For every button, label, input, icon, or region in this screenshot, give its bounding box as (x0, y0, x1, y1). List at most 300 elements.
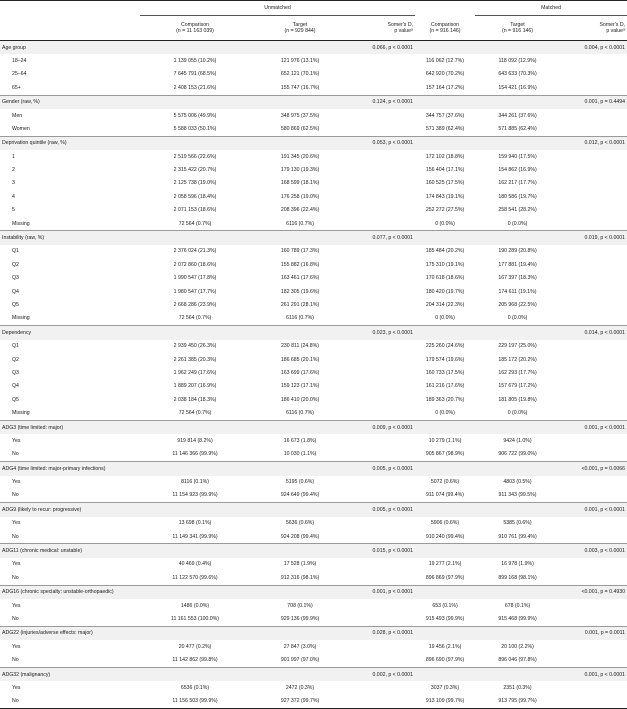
unmatched-comparison-value: 2 071 153 (18.6%) (173, 207, 217, 214)
empty-cell (350, 393, 415, 406)
matched-target-value: 20 100 (2.2%) (501, 643, 534, 650)
level-label: Yes (12, 520, 21, 527)
matched-target-value: 0 (0.0%) (507, 315, 528, 322)
empty-cell (350, 654, 415, 668)
matched-comparison-value: 170 618 (18.6%) (425, 275, 465, 282)
empty-cell (560, 54, 627, 67)
header-comparison-label: Comparison (431, 21, 459, 28)
unmatched-comparison-value: 1 962 249 (17.6%) (173, 369, 217, 376)
empty-cell (560, 204, 627, 217)
header-target-label: Target (510, 21, 525, 28)
empty-cell (350, 150, 415, 163)
matched-somers-d: 0.001, p = 0.0011 (560, 626, 627, 640)
header-matched-comparison (415, 16, 475, 41)
matched-comparison-value: 179 574 (19.6%) (425, 356, 465, 363)
empty-cell (350, 640, 415, 653)
empty-cell (350, 366, 415, 379)
empty-cell (475, 231, 560, 245)
level-label: Missing (12, 315, 30, 322)
empty-cell (560, 109, 627, 122)
table-row (0, 217, 627, 231)
header-unmatched-comparison (140, 16, 250, 41)
table-header (0, 1, 627, 41)
section-row (0, 503, 627, 517)
table-row (0, 476, 627, 489)
empty-cell (140, 326, 250, 340)
empty-cell (350, 285, 415, 298)
empty-cell (415, 326, 475, 340)
level-label: No (12, 657, 19, 664)
table-row (0, 571, 627, 585)
unmatched-target-value: 927 372 (99.7%) (250, 695, 350, 709)
matched-comparison-value: 915 493 (99.9%) (425, 615, 465, 622)
empty-cell (475, 503, 560, 517)
level-label: Q2 (12, 356, 19, 363)
empty-cell (475, 626, 560, 640)
matched-target-value: 177 881 (19.4%) (498, 261, 537, 268)
unmatched-comparison-value: 1 889 207 (16.9%) (173, 383, 217, 390)
unmatched-target-value: 10 030 (1.1%) (283, 451, 317, 458)
unmatched-comparison-value: 11 146 366 (99.9%) (172, 451, 218, 458)
matched-target-value: 258 541 (28.2%) (498, 207, 537, 214)
unmatched-comparison-value: 13 698 (0.1%) (178, 520, 212, 527)
header-somers-label: Somer's D, (387, 21, 414, 28)
table-row (0, 353, 627, 366)
table-row (0, 298, 627, 311)
level-label: Q5 (12, 302, 19, 308)
matched-comparison-value: 910 240 (99.4%) (425, 533, 465, 540)
header-n-label: (n = 929 844) (284, 28, 316, 34)
unmatched-target-value: 6116 (0.7%) (286, 315, 314, 322)
matched-comparison-value: 185 484 (20.2%) (425, 248, 465, 255)
header-group-row (0, 1, 627, 16)
unmatched-target-value: 924 208 (99.4%) (280, 533, 320, 540)
header-label-cell (0, 16, 140, 41)
empty-cell (475, 326, 560, 340)
empty-cell (350, 489, 415, 503)
level-label: Q1 (12, 248, 19, 255)
empty-cell (350, 258, 415, 271)
matched-comparison-value: 0 (0.0%) (435, 315, 455, 322)
section-label: ADG32 (malignancy) (0, 667, 140, 681)
unmatched-target-value: 708 (0.1%) (287, 602, 313, 609)
unmatched-somers-d: 0.053, p < 0.0001 (350, 136, 415, 150)
matched-somers-d: 0.001, p < 0.0001 (560, 420, 627, 434)
header-pvalue-label: p valueᵃ (606, 28, 626, 34)
level-label: Missing (12, 220, 30, 227)
unmatched-somers-d: 0.023, p < 0.0001 (350, 326, 415, 340)
empty-cell (140, 136, 250, 150)
level-label: Q4 (12, 383, 19, 390)
empty-cell (350, 190, 415, 203)
matched-target-value: 185 172 (20.2%) (498, 356, 537, 363)
section-label: ADG3 (time limited: major) (0, 420, 140, 434)
unmatched-target-value: 17 528 (1.9%) (283, 561, 317, 568)
matched-target-value: 9424 (1.0%) (503, 437, 532, 444)
unmatched-comparison-value: 72 564 (0.7%) (178, 410, 212, 417)
table-row (0, 81, 627, 95)
unmatched-target-value: 182 305 (19.6%) (280, 288, 320, 295)
header-n-label: (n = 11 163 039) (176, 28, 214, 34)
section-label: Deprivation quintile (raw, %) (0, 136, 140, 150)
table-row (0, 164, 627, 177)
empty-cell (140, 503, 250, 517)
matched-comparison-value: 172 102 (18.8%) (425, 153, 465, 160)
matched-target-value: 0 (0.0%) (507, 220, 528, 227)
matched-somers-d: 0.014, p < 0.0001 (560, 326, 627, 340)
empty-cell (415, 95, 475, 109)
matched-target-value: 0 (0.0%) (507, 410, 528, 417)
empty-cell (415, 136, 475, 150)
unmatched-target-value: 5636 (0.6%) (285, 520, 315, 527)
matched-comparison-value: 896 869 (97.9%) (425, 574, 465, 581)
table-row (0, 177, 627, 190)
unmatched-comparison-value: 2 072 860 (18.6%) (173, 261, 217, 268)
section-label: Gender (raw, %) (0, 95, 140, 109)
table-row (0, 150, 627, 163)
level-label: Missing (12, 410, 30, 417)
table-row (0, 285, 627, 298)
table-row (0, 204, 627, 217)
unmatched-somers-d: 0.077, p < 0.0001 (350, 231, 415, 245)
unmatched-somers-d: 0.015, p < 0.0001 (350, 544, 415, 558)
empty-cell (350, 312, 415, 326)
empty-cell (560, 571, 627, 585)
level-label: Yes (12, 643, 21, 650)
unmatched-somers-d: 0.001, p < 0.0001 (350, 585, 415, 599)
matched-target-value: 571 885 (62.4%) (498, 125, 537, 132)
header-pvalue-label: p valueᵃ (394, 28, 414, 34)
empty-cell (560, 558, 627, 571)
matched-comparison-value: 896 690 (97.9%) (425, 657, 465, 664)
unmatched-target-value: 208 396 (22.4%) (280, 207, 320, 214)
level-label: 3 (12, 180, 15, 187)
empty-cell (350, 340, 415, 353)
section-row (0, 626, 627, 640)
empty-cell (350, 122, 415, 136)
table-row (0, 695, 627, 709)
empty-cell (415, 41, 475, 55)
empty-cell (350, 109, 415, 122)
table-row (0, 109, 627, 122)
header-n-label: (n = 916 146) (502, 28, 534, 34)
empty-cell (250, 420, 350, 434)
level-label: Q3 (12, 369, 19, 376)
unmatched-comparison-value: 11 161 553 (100.0%) (170, 615, 220, 622)
unmatched-comparison-value: 2 058 596 (18.4%) (173, 193, 217, 200)
matched-comparison-value: 157 164 (17.2%) (425, 84, 465, 91)
empty-cell (350, 695, 415, 709)
level-label: Women (12, 125, 30, 132)
matched-comparison-value: 905 867 (98.9%) (425, 451, 465, 458)
level-label: Yes (12, 479, 21, 486)
level-label: 2 (12, 167, 15, 174)
header-unmatched: Unmatched (140, 1, 415, 16)
unmatched-target-value: 155 747 (16.7%) (280, 84, 320, 91)
section-label: ADG11 (chronic medical: unstable) (0, 544, 140, 558)
empty-cell (350, 81, 415, 95)
empty-cell (350, 681, 415, 694)
empty-cell (475, 420, 560, 434)
unmatched-comparison-value: 2 261 385 (20.3%) (173, 356, 217, 363)
unmatched-comparison-value: 2 125 738 (19.0%) (173, 180, 217, 187)
empty-cell (560, 81, 627, 95)
empty-cell (140, 41, 250, 55)
empty-cell (350, 272, 415, 285)
matched-target-value: 174 611 (19.1%) (498, 288, 537, 295)
matched-target-value: 906 722 (99.0%) (498, 451, 537, 458)
matched-target-value: 154 421 (16.9%) (498, 84, 537, 91)
empty-cell (250, 231, 350, 245)
empty-cell (415, 231, 475, 245)
empty-cell (560, 393, 627, 406)
empty-cell (560, 489, 627, 503)
table-row (0, 448, 627, 462)
matched-target-value: 2351 (0.3%) (503, 684, 532, 691)
unmatched-comparison-value: 72 564 (0.7%) (178, 220, 212, 227)
unmatched-target-value: 901 997 (97.0%) (280, 657, 320, 664)
matched-comparison-value: 0 (0.0%) (435, 410, 455, 417)
section-label: ADG16 (chronic specialty: unstable-orthopaedic) (0, 585, 140, 599)
table-row (0, 366, 627, 379)
matched-target-value: 643 633 (70.3%) (498, 71, 537, 78)
empty-cell (350, 558, 415, 571)
unmatched-comparison-value: 2 939 450 (26.3%) (173, 343, 217, 350)
empty-cell (350, 217, 415, 231)
table-row (0, 340, 627, 353)
empty-cell (475, 667, 560, 681)
matched-target-value: 344 261 (37.6%) (498, 112, 537, 119)
matched-comparison-value: 225 260 (24.6%) (425, 343, 465, 350)
empty-cell (475, 136, 560, 150)
empty-cell (350, 353, 415, 366)
section-label: ADG22 (injuries/adverse effects: major) (0, 626, 140, 640)
header-target-label: Target (292, 21, 308, 28)
table-row (0, 272, 627, 285)
matched-comparison-value: 10 279 (1.1%) (428, 437, 462, 444)
empty-cell (475, 95, 560, 109)
unmatched-target-value: 261 291 (28.1%) (280, 302, 320, 308)
empty-cell (250, 95, 350, 109)
section-row (0, 667, 627, 681)
empty-cell (350, 245, 415, 258)
unmatched-comparison-value: 2 408 153 (21.6%) (173, 84, 217, 91)
unmatched-target-value: 186 685 (20.1%) (280, 356, 320, 363)
empty-cell (415, 544, 475, 558)
empty-cell (560, 68, 627, 81)
unmatched-comparison-value: 11 154 923 (99.9%) (172, 492, 218, 499)
empty-cell (560, 340, 627, 353)
unmatched-target-value: 6116 (0.7%) (286, 220, 314, 227)
matched-target-value: 181 805 (19.8%) (498, 396, 537, 403)
table-row (0, 558, 627, 571)
level-label: Q5 (12, 396, 19, 403)
empty-cell (560, 217, 627, 231)
unmatched-target-value: 159 123 (17.1%) (280, 383, 320, 390)
empty-cell (350, 517, 415, 530)
matched-comparison-value: 161 216 (17.6%) (425, 383, 465, 390)
empty-cell (560, 312, 627, 326)
matched-comparison-value: 5072 (0.6%) (430, 479, 460, 486)
matched-somers-d: 0.001, p = 0.4494 (560, 95, 627, 109)
empty-cell (250, 326, 350, 340)
unmatched-comparison-value: 6536 (0.1%) (180, 684, 210, 691)
empty-cell (415, 585, 475, 599)
level-label: Yes (12, 437, 21, 444)
empty-cell (350, 407, 415, 421)
matched-comparison-value: 204 314 (22.3%) (425, 302, 465, 308)
level-label: 5 (12, 207, 15, 214)
unmatched-target-value: 176 258 (19.0%) (280, 193, 320, 200)
level-label: Q4 (12, 288, 19, 295)
unmatched-somers-d: 0.005, p < 0.0001 (350, 462, 415, 476)
unmatched-comparison-value: 2 038 184 (18.3%) (173, 396, 217, 403)
empty-cell (560, 190, 627, 203)
empty-cell (560, 681, 627, 694)
header-comparison-label: Comparison (181, 21, 209, 28)
matched-comparison-value: 19 456 (2.1%) (428, 643, 462, 650)
empty-cell (560, 258, 627, 271)
level-label: 25–64 (12, 71, 27, 78)
empty-cell (140, 231, 250, 245)
unmatched-target-value: 230 811 (24.8%) (281, 343, 319, 350)
matched-comparison-value: 642 920 (70.2%) (425, 71, 465, 78)
section-row (0, 41, 627, 55)
empty-cell (140, 585, 250, 599)
empty-cell (560, 366, 627, 379)
table-row (0, 380, 627, 393)
matched-somers-d: <0.001, p = 0.4930 (560, 585, 627, 599)
level-label: Yes (12, 684, 21, 691)
unmatched-somers-d: 0.124, p < 0.0001 (350, 95, 415, 109)
empty-cell (140, 544, 250, 558)
empty-cell (350, 164, 415, 177)
matched-comparison-value: 175 310 (19.1%) (425, 261, 465, 268)
level-label: No (12, 574, 19, 581)
level-label: 65+ (12, 84, 21, 91)
table-row (0, 517, 627, 530)
empty-cell (250, 503, 350, 517)
section-row (0, 544, 627, 558)
matched-comparison-value: 180 420 (19.7%) (425, 288, 465, 295)
unmatched-comparison-value: 11 142 862 (99.8%) (172, 657, 218, 664)
table-row (0, 68, 627, 81)
empty-cell (415, 503, 475, 517)
table-row (0, 393, 627, 406)
matched-target-value: 896 046 (97.8%) (498, 657, 537, 664)
level-label: Yes (12, 602, 21, 609)
empty-cell (560, 407, 627, 421)
matched-comparison-value: 0 (0.0%) (435, 220, 455, 227)
empty-cell (560, 380, 627, 393)
matched-target-value: 180 586 (19.7%) (498, 193, 537, 200)
header-column-row (0, 16, 627, 41)
empty-cell (350, 530, 415, 544)
header-unmatched-target (250, 16, 350, 41)
level-label: Q2 (12, 261, 19, 268)
matched-target-value: 16 978 (1.9%) (501, 561, 534, 568)
matched-target-value: 899 168 (98.1%) (498, 574, 537, 581)
level-label: Men (12, 112, 23, 119)
unmatched-comparison-value: 1486 (0.0%) (180, 602, 210, 609)
header-gap-cell (415, 1, 475, 16)
empty-cell (350, 68, 415, 81)
unmatched-comparison-value: 1 139 055 (10.2%) (173, 57, 217, 64)
table-row (0, 434, 627, 447)
table-row (0, 530, 627, 544)
matched-comparison-value: 344 757 (37.6%) (425, 112, 465, 119)
matched-comparison-value: 160 525 (17.5%) (425, 180, 465, 187)
unmatched-target-value: 168 599 (18.1%) (280, 180, 320, 187)
empty-cell (415, 420, 475, 434)
unmatched-somers-d: 0.028, p < 0.0001 (350, 626, 415, 640)
level-label: No (12, 533, 19, 540)
header-n-label: (n = 916 146) (429, 27, 461, 34)
unmatched-target-value: 6116 (0.7%) (286, 410, 314, 417)
header-blank-cell (0, 1, 140, 16)
matched-comparison-value: 653 (0.1%) (432, 602, 458, 609)
level-label: Q3 (12, 275, 19, 282)
matched-target-value: 162 293 (17.7%) (498, 369, 537, 376)
table-row (0, 312, 627, 326)
matched-somers-d: 0.001, p < 0.0001 (560, 667, 627, 681)
matched-comparison-value: 19 277 (2.1%) (428, 561, 462, 568)
empty-cell (350, 612, 415, 626)
section-row (0, 420, 627, 434)
unmatched-target-value: 5195 (0.6%) (285, 479, 315, 486)
matched-target-value: 678 (0.1%) (504, 602, 531, 609)
empty-cell (350, 380, 415, 393)
empty-cell (560, 122, 627, 136)
empty-cell (475, 462, 560, 476)
level-label: No (12, 615, 19, 622)
unmatched-somers-d: 0.066, p < 0.0001 (350, 41, 415, 55)
matched-target-value: 915 468 (99.9%) (498, 615, 537, 622)
empty-cell (415, 626, 475, 640)
header-matched: Matched (475, 1, 627, 16)
table-row (0, 258, 627, 271)
empty-cell (560, 164, 627, 177)
matched-somers-d: 0.019, p < 0.0001 (560, 231, 627, 245)
matched-target-value: 159 940 (17.5%) (498, 153, 537, 160)
empty-cell (560, 272, 627, 285)
unmatched-target-value: 27 847 (3.0%) (283, 643, 317, 650)
matched-target-value: 910 761 (99.4%) (498, 533, 537, 540)
empty-cell (560, 530, 627, 544)
empty-cell (560, 353, 627, 366)
level-label: 18–24 (12, 57, 27, 64)
empty-cell (350, 476, 415, 489)
empty-cell (140, 667, 250, 681)
unmatched-comparison-value: 5 588 033 (50.1%) (173, 125, 217, 132)
empty-cell (560, 476, 627, 489)
section-row (0, 326, 627, 340)
table-row (0, 654, 627, 668)
unmatched-target-value: 929 136 (99.9%) (280, 615, 320, 622)
matched-target-value: 154 862 (16.9%) (498, 167, 537, 174)
empty-cell (250, 585, 350, 599)
unmatched-comparison-value: 1 990 547 (17.8%) (173, 275, 217, 282)
unmatched-target-value: 16 673 (1.8%) (283, 437, 317, 444)
empty-cell (560, 150, 627, 163)
matched-somers-d: 0.004, p < 0.0001 (560, 41, 627, 55)
empty-cell (350, 599, 415, 612)
unmatched-comparison-value: 1 980 547 (17.7%) (173, 288, 217, 295)
matched-somers-d: 0.003, p < 0.0001 (560, 544, 627, 558)
unmatched-target-value: 186 410 (20.0%) (280, 396, 320, 403)
matched-comparison-value: 160 733 (17.5%) (425, 369, 465, 376)
empty-cell (475, 585, 560, 599)
